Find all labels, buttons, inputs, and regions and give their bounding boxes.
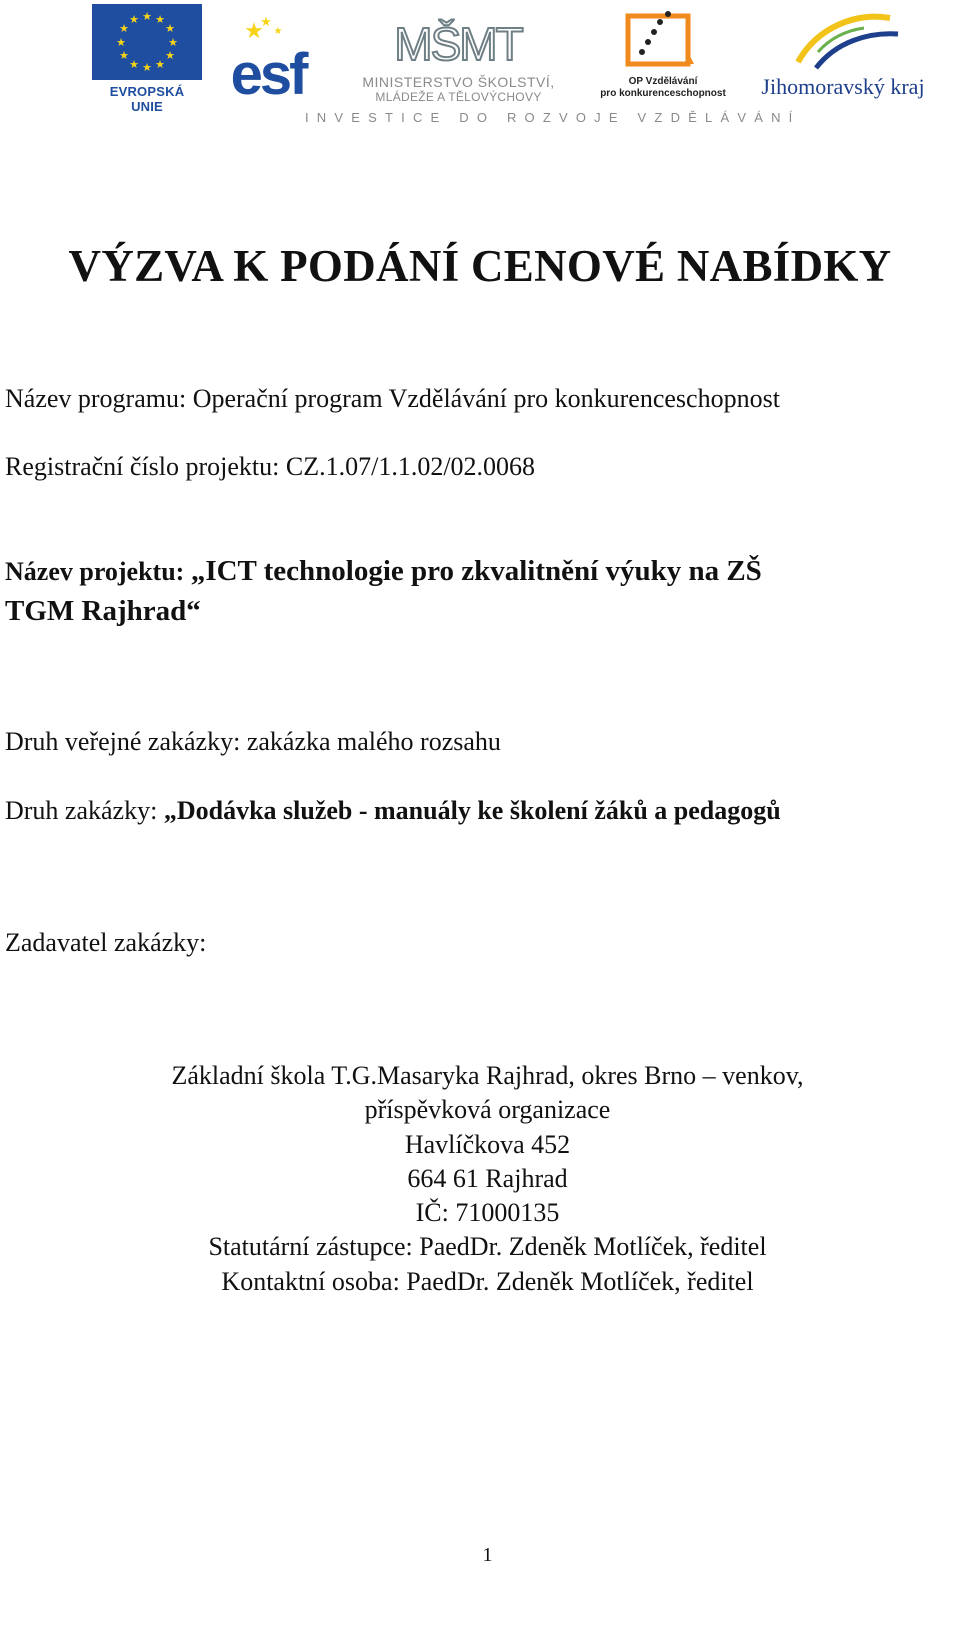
contractor-org-type: příspěvková organizace [364, 1095, 611, 1125]
contract-type-label: Druh zakázky: [5, 796, 164, 825]
svg-text:★: ★ [129, 13, 139, 26]
public-contract-type-value: zakázka malého rozsahu [246, 727, 501, 756]
contractor-contact: Kontaktní osoba: PaedDr. Zdeněk Motlíček, ředitel [221, 1266, 754, 1296]
svg-text:★: ★ [273, 26, 283, 37]
project-value-2: TGM Rajhrad“ [5, 595, 201, 627]
registration-line [5, 452, 535, 482]
svg-text:esf: esf [230, 42, 306, 100]
registration-value: CZ.1.07/1.1.02/02.0068 [285, 452, 536, 481]
esf-logo [214, 4, 322, 100]
contractor-city: 664 61 Rajhrad [407, 1163, 568, 1193]
svg-text:★: ★ [119, 22, 129, 35]
document-title: VÝZVA K PODÁNÍ CENOVÉ NABÍDKY [68, 241, 892, 291]
contractor-street: Havlíčkova 452 [404, 1129, 571, 1159]
contract-type-line [5, 796, 781, 826]
contract-type-value: „Dodávka služeb - manuály ke školení žáků a pedagogů [163, 796, 781, 825]
op-logo [598, 6, 728, 102]
svg-text:★: ★ [260, 15, 272, 30]
eu-logo [92, 4, 202, 114]
jmk-caption: Jihomoravský kraj [761, 74, 925, 99]
svg-text:★: ★ [165, 22, 175, 35]
svg-text:★: ★ [155, 13, 165, 26]
svg-text:MŠMT: MŠMT [394, 18, 522, 70]
msmt-caption-2: MLÁDEŽE A TĚLOVÝCHOVY [375, 90, 542, 104]
svg-text:★: ★ [119, 49, 129, 62]
svg-text:★: ★ [129, 58, 139, 71]
contractor-ico: IČ: 71000135 [415, 1198, 560, 1228]
svg-text:★: ★ [116, 36, 126, 49]
svg-text:★: ★ [155, 58, 165, 71]
op-caption-2: pro konkurenceschopnost [600, 88, 726, 99]
op-caption-1: OP Vzdělávání [628, 76, 698, 87]
program-label: Název programu: [5, 384, 193, 413]
project-value-1: „ICT technologie pro zkvalitnění výuky na ZŠ [190, 555, 762, 587]
page-number: 1 [482, 1544, 493, 1566]
project-line [5, 555, 762, 588]
project-line-2 [5, 595, 201, 628]
public-contract-type-label: Druh veřejné zakázky: [5, 727, 247, 756]
contractor-details [0, 1059, 960, 1299]
program-value: Operační program Vzdělávání pro konkurenceschopnost [192, 384, 780, 413]
jmk-logo [758, 6, 928, 102]
svg-text:★: ★ [168, 36, 178, 49]
contractor-label: Zadavatel zakázky: [5, 928, 207, 957]
svg-text:★: ★ [165, 49, 175, 62]
program-line [5, 384, 780, 414]
msmt-caption-1: MINISTERSTVO ŠKOLSTVÍ, [362, 74, 555, 90]
project-label: Název projektu: [5, 557, 191, 586]
svg-text:★: ★ [142, 10, 152, 23]
msmt-logo [356, 2, 561, 106]
registration-label: Registrační číslo projektu: [5, 452, 286, 481]
investice-tagline: INVESTICE DO ROZVOJE VZDĚLÁVÁNÍ [305, 110, 801, 125]
svg-text:★: ★ [244, 19, 264, 44]
contractor-name: Základní škola T.G.Masaryka Rajhrad, okres Brno – venkov, [171, 1061, 804, 1090]
logo-bar [0, 0, 960, 140]
eu-caption: EVROPSKÁ UNIE [109, 84, 185, 114]
contractor-statutory: Statutární zástupce: PaedDr. Zdeněk Motlíček, ředitel [208, 1232, 767, 1262]
public-contract-type-line [5, 727, 501, 757]
svg-text:★: ★ [142, 61, 152, 74]
eu-flag-icon [92, 4, 202, 80]
